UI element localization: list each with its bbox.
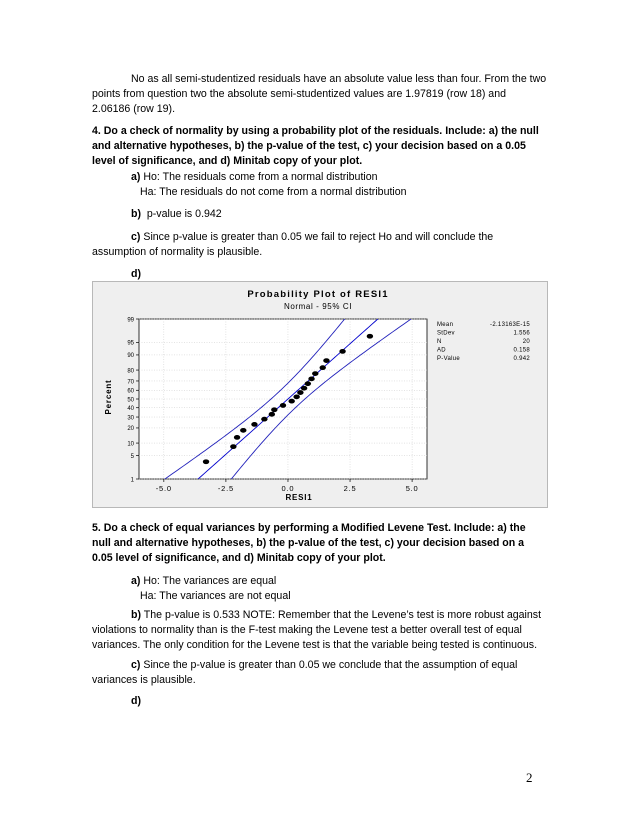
data-point bbox=[293, 394, 299, 399]
x-tick-label: 0.0 bbox=[281, 484, 295, 493]
y-tick-label: 30 bbox=[127, 415, 134, 422]
x-axis-label: RESI1 bbox=[285, 493, 313, 502]
x-tick-label: 5.0 bbox=[405, 484, 419, 493]
y-tick-label: 5 bbox=[130, 453, 134, 460]
data-point bbox=[301, 386, 307, 391]
y-tick-label: 40 bbox=[127, 406, 134, 413]
legend-stat-label: StDev bbox=[437, 330, 455, 337]
data-point bbox=[312, 371, 318, 376]
y-tick-label: 60 bbox=[127, 388, 134, 395]
y-tick-label: 80 bbox=[127, 368, 134, 375]
q5-answer-c: c) Since the p-value is greater than 0.05 we conclude that the assumption of equal variances is plausible. bbox=[92, 659, 518, 686]
question-4-heading: 4. Do a check of normality by using a probability plot of the residuals. Include: a) the null and alternative hypotheses, b) the p-value of the test, c) your decision based on a 0.05 level of significance, and d) Minitab copy of your plot. bbox=[92, 125, 539, 167]
legend-stat-value: 20 bbox=[522, 339, 530, 345]
data-point bbox=[320, 365, 326, 370]
data-point bbox=[297, 390, 303, 395]
q5-answer-a-alt: Ha: The variances are not equal bbox=[140, 590, 291, 602]
legend-stat-value: -2.13163E-15 bbox=[490, 322, 530, 328]
data-point bbox=[305, 381, 311, 386]
data-point bbox=[280, 403, 286, 408]
y-tick-label: 70 bbox=[127, 379, 134, 386]
data-point bbox=[251, 422, 257, 427]
data-point bbox=[271, 407, 277, 412]
legend-stat-label: Mean bbox=[437, 322, 454, 328]
x-tick-label: -2.5 bbox=[217, 484, 234, 493]
probability-plot-panel bbox=[92, 281, 548, 508]
intro-paragraph: No as all semi-studentized residuals have an absolute value less than four. From the two points from question two the absolute semi-studentized values are 1.97819 (row 18) and 2.06186 (row 19). bbox=[92, 73, 547, 115]
y-tick-label: 10 bbox=[127, 441, 134, 448]
legend-stat-value: 0.158 bbox=[513, 347, 530, 354]
data-point bbox=[230, 444, 236, 449]
q4-answer-d: d) bbox=[131, 268, 141, 280]
y-tick-label: 99 bbox=[127, 317, 134, 324]
data-point bbox=[269, 412, 275, 417]
q4-answer-b: b) p-value is 0.942 bbox=[131, 208, 222, 220]
x-tick-label: -5.0 bbox=[155, 484, 172, 493]
q5-answer-a: a) Ho: The variances are equal bbox=[131, 575, 277, 587]
y-tick-label: 50 bbox=[127, 397, 134, 404]
q5-answer-d: d) bbox=[131, 695, 141, 707]
page-number: 2 bbox=[526, 770, 533, 785]
y-tick-label: 90 bbox=[127, 353, 134, 360]
probability-plot bbox=[93, 282, 547, 507]
chart-subtitle: Normal - 95% CI bbox=[283, 302, 353, 311]
question-5-heading: 5. Do a check of equal variances by performing a Modified Levene Test. Include: a) the null and alternative hypotheses, b) the p-value of the test, c) your decision based on a 0.05 level of significance, and d) Minitab copy of your plot. bbox=[92, 522, 526, 564]
q4-answer-a-alt: Ha: The residuals do not come from a normal distribution bbox=[140, 186, 407, 198]
y-tick-label: 1 bbox=[130, 477, 134, 484]
y-axis-label: Percent bbox=[104, 379, 113, 415]
y-tick-label: 20 bbox=[127, 426, 134, 433]
legend-stat-value: 0.942 bbox=[513, 356, 530, 362]
legend-stat-label: P-Value bbox=[437, 356, 461, 362]
data-point bbox=[323, 358, 329, 363]
q5-answer-b: b) The p-value is 0.533 NOTE: Remember that the Levene’s test is more robust against violations to normality than is the F-test making the Levene test a better overall test of equal variances. The only condition for the Levene test is that the variable being tested is continuous. bbox=[92, 609, 542, 651]
data-point bbox=[288, 399, 294, 404]
data-point bbox=[234, 435, 240, 440]
legend-stat-value: 1.556 bbox=[513, 330, 530, 337]
q4-answer-a: a) Ho: The residuals come from a normal distribution bbox=[131, 171, 378, 183]
data-point bbox=[261, 417, 267, 422]
y-tick-label: 95 bbox=[127, 340, 134, 347]
legend-stat-label: AD bbox=[437, 347, 446, 354]
data-point bbox=[308, 376, 314, 381]
data-point bbox=[339, 349, 345, 354]
data-point bbox=[367, 334, 373, 339]
q4-answer-c: c) Since p-value is greater than 0.05 we fail to reject Ho and will conclude the assumption of normality is plausible. bbox=[92, 231, 494, 258]
chart-title: Probability Plot of RESI1 bbox=[247, 289, 389, 300]
x-tick-label: 2.5 bbox=[343, 484, 357, 493]
legend-stat-label: N bbox=[437, 339, 442, 345]
data-point bbox=[203, 459, 209, 464]
data-point bbox=[240, 428, 246, 433]
